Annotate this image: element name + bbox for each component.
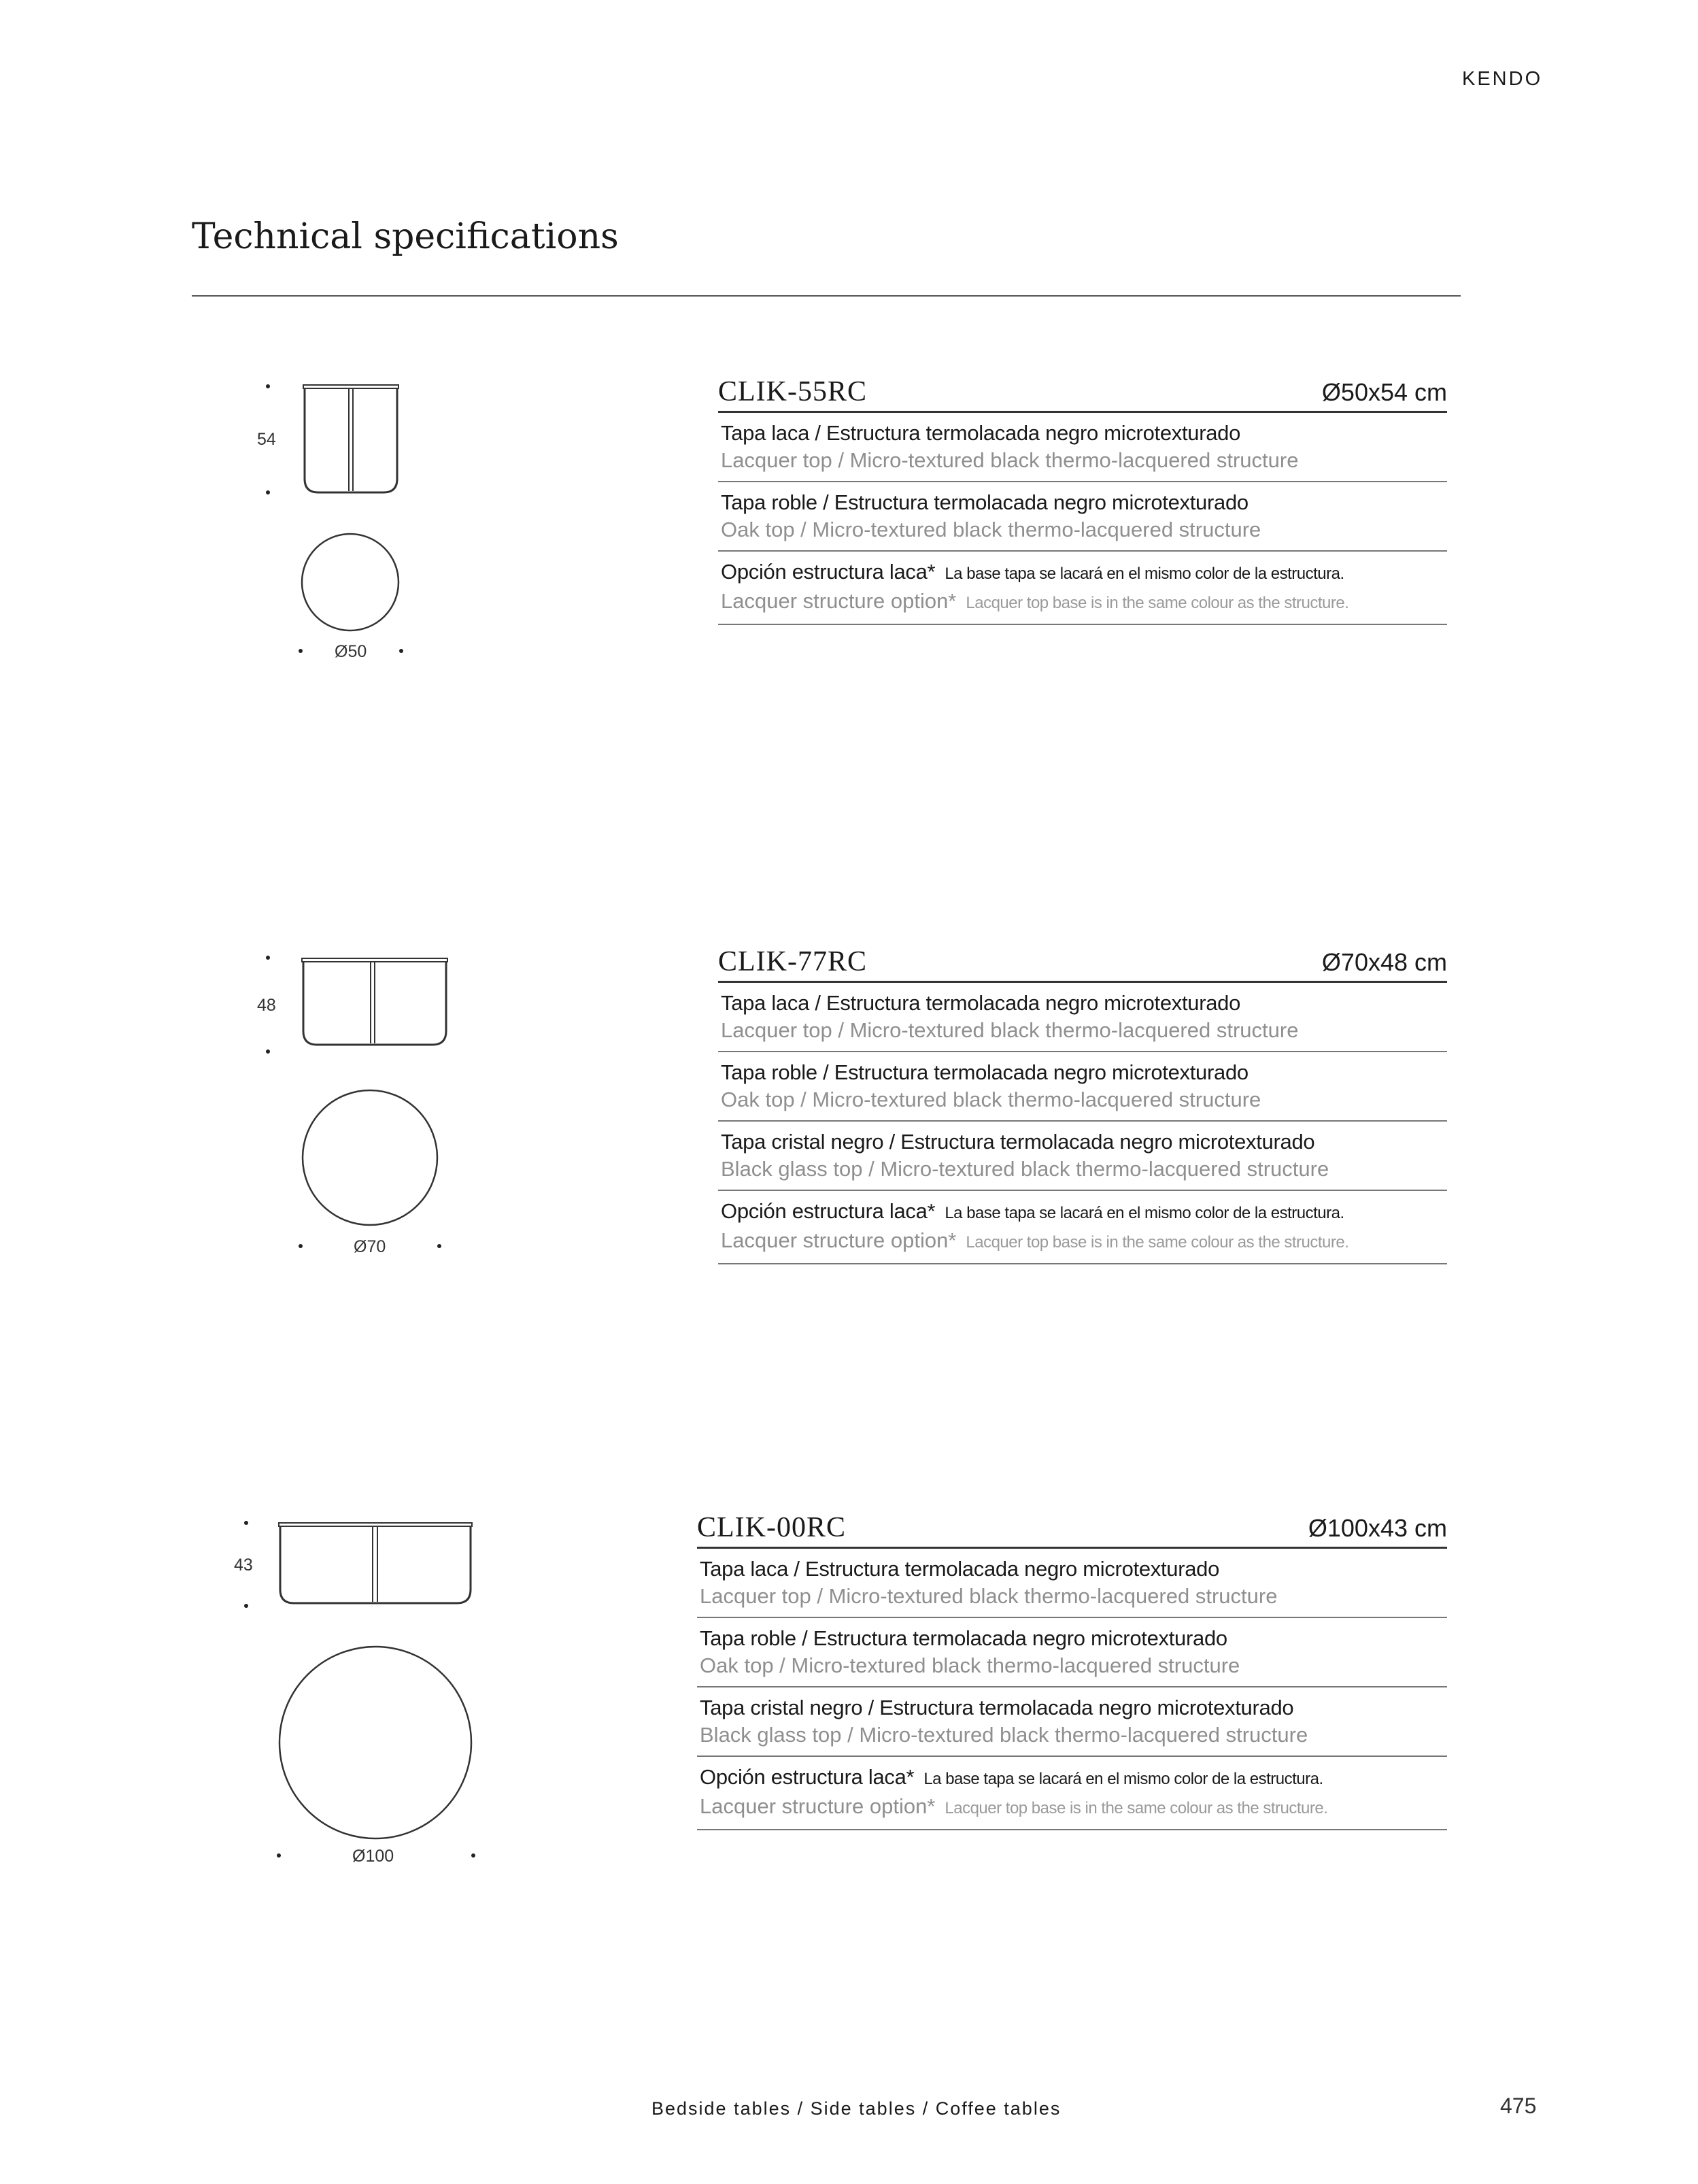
option-row: Tapa laca / Estructura termolacada negro microtexturado Lacquer top / Micro-textured black thermo-lacquered structure: [697, 1549, 1447, 1618]
option-row: Tapa roble / Estructura termolacada negro microtexturado Oak top / Micro-textured black thermo-lacquered structure: [697, 1618, 1447, 1687]
option-row: Opción estructura laca* La base tapa se lacará en el mismo color de la estructura. Lacquer structure option* Lacquer top base is in the same colour as the structure.: [718, 1191, 1447, 1264]
height-dimension-label: 43: [234, 1556, 253, 1575]
product-code: CLIK-77RC: [718, 946, 867, 977]
height-dimension-label: 54: [257, 430, 276, 449]
option-row: Opción estructura laca* La base tapa se lacará en el mismo color de la estructura. Lacquer structure option* Lacquer top base is in the same colour as the structure.: [718, 552, 1447, 625]
page-number: 475: [1500, 2094, 1537, 2118]
option-row: Tapa laca / Estructura termolacada negro microtexturado Lacquer top / Micro-textured black thermo-lacquered structure: [718, 983, 1447, 1052]
side-and-top-view-drawing: [224, 1513, 496, 1881]
spec-block-clik-77rc: [718, 945, 1447, 1264]
page-title: Technical specifications: [192, 216, 619, 257]
title-divider: [192, 295, 1461, 297]
diameter-dimension-label: Ø100: [352, 1847, 394, 1866]
product-code: CLIK-55RC: [718, 376, 867, 407]
option-row: Tapa roble / Estructura termolacada negro microtexturado Oak top / Micro-textured black thermo-lacquered structure: [718, 1052, 1447, 1122]
product-drawing-clik-55rc: [245, 374, 449, 673]
option-row: Tapa cristal negro / Estructura termolacada negro microtexturado Black glass top / Micro-textured black thermo-lacquered structure: [697, 1687, 1447, 1757]
product-code: CLIK-00RC: [697, 1512, 846, 1543]
product-drawing-clik-00rc: [224, 1513, 496, 1881]
side-and-top-view-drawing: [245, 374, 449, 673]
product-dimensions: Ø100x43 cm: [1308, 1514, 1447, 1542]
product-drawing-clik-77rc: [245, 945, 462, 1272]
option-row: Opción estructura laca* La base tapa se lacará en el mismo color de la estructura. Lacquer structure option* Lacquer top base is in the same colour as the structure.: [697, 1757, 1447, 1830]
option-row: Tapa roble / Estructura termolacada negro microtexturado Oak top / Micro-textured black thermo-lacquered structure: [718, 482, 1447, 552]
height-dimension-label: 48: [257, 996, 276, 1015]
diameter-dimension-label: Ø70: [354, 1237, 386, 1256]
product-dimensions: Ø50x54 cm: [1321, 378, 1447, 406]
product-dimensions: Ø70x48 cm: [1321, 948, 1447, 976]
option-row: Tapa cristal negro / Estructura termolacada negro microtexturado Black glass top / Micro-textured black thermo-lacquered structure: [718, 1122, 1447, 1191]
diameter-dimension-label: Ø50: [335, 642, 367, 661]
option-row: Tapa laca / Estructura termolacada negro microtexturado Lacquer top / Micro-textured black thermo-lacquered structure: [718, 413, 1447, 482]
spec-block-clik-00rc: [697, 1511, 1447, 1830]
brand-name: KENDO: [1462, 68, 1543, 90]
side-and-top-view-drawing: [245, 945, 462, 1272]
spec-block-clik-55rc: [718, 375, 1447, 625]
footer-category: Bedside tables / Side tables / Coffee tables: [651, 2098, 1062, 2119]
